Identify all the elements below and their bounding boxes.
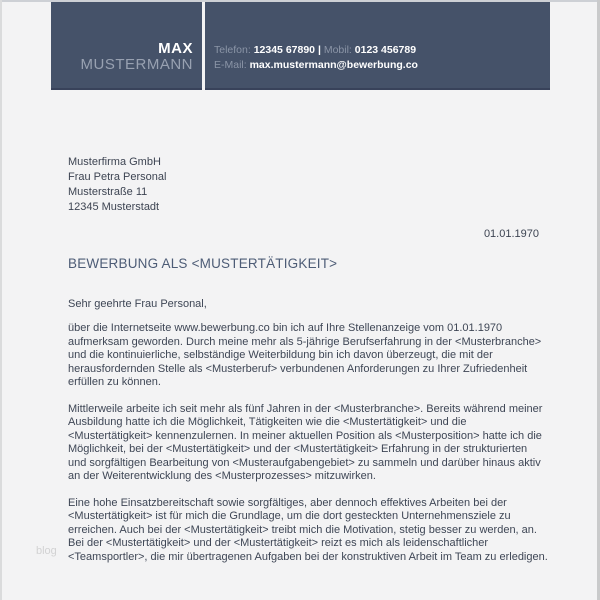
contact-phone-line xyxy=(214,43,550,58)
recipient-city: 12345 Musterstadt xyxy=(68,201,160,213)
email-value: max.mustermann@bewerbung.co xyxy=(249,59,418,71)
recipient-company: Musterfirma GmbH xyxy=(68,156,161,168)
header-contact-block xyxy=(205,2,550,90)
salutation: Sehr geehrte Frau Personal, xyxy=(68,298,207,310)
paragraph-experience: Mittlerweile arbeite ich seit mehr als fünf Jahren in der <Musterbranche>. Bereits während meiner Ausbildung hatte ich die Möglichkeit, Tätigkeiten wie die <Mustertätigkeit> und die <Mustertätigkeit> kennenzulernen. In meiner aktuellen Position als <Musterposition> hatte ich die Möglichkeit, bei der <Mustertätigkeit> und der <Mustertätigkeit> Erfahrung in der strukturierten und sorgfältigen Bearbeitung von <Musteraufgabengebiet> zu sammeln und darüber hinaus aktiv an der Weiterentwicklung des <Musterprozesses> mitzuwirken. xyxy=(68,402,543,482)
recipient-address-block xyxy=(68,155,166,215)
mobile-label: Mobil: xyxy=(323,44,352,56)
contact-separator: | xyxy=(317,44,321,56)
email-label: E-Mail: xyxy=(214,59,247,71)
header-name-block xyxy=(51,2,202,90)
recipient-street: Musterstraße 11 xyxy=(68,186,148,198)
phone-label: Telefon: xyxy=(214,44,251,56)
recipient-contact-person: Frau Petra Personal xyxy=(68,171,167,183)
mobile-value: 0123 456789 xyxy=(354,44,417,56)
letter-body xyxy=(68,322,548,577)
watermark-text: blog xyxy=(36,545,57,557)
page-left-border xyxy=(0,0,2,600)
subject-line: BEWERBUNG ALS <MUSTERTÄTIGKEIT> xyxy=(68,256,338,271)
first-name: MAX xyxy=(158,40,193,57)
paragraph-motivation: Eine hohe Einsatzbereitschaft sowie sorgfältiges, aber dennoch effektives Arbeiten bei der <Mustertätigkeit> ist für mich die Grundlage, um die dort gesteckten Unternehmensziele zu erreichen. Auch bei der <Mustertätigkeit> treibt mich die Motivation, stetig besser zu werden, an. Bei der <Mustertätigkeit> und der <Mustertätigkeit> reizt es mich als leidenschaftlicher <Teamsportler>, die mir übertragenen Aufgaben bei der konstruktiven Arbeit im Team zu erledigen. xyxy=(68,496,548,563)
phone-value: 12345 67890 xyxy=(253,44,316,56)
page-top-border xyxy=(0,0,600,2)
contact-email-line xyxy=(214,58,550,73)
letter-date: 01.01.1970 xyxy=(483,228,539,240)
last-name: MUSTERMANN xyxy=(80,56,193,73)
paragraph-intro: über die Internetseite www.bewerbung.co bin ich auf Ihre Stellenanzeige vom 01.01.1970 aufmerksam geworden. Durch meine mehr als 5-jährige Berufserfahrung in der <Musterbranche> und die kontinuierliche, selbständige Weiterbildung bin ich davon überzeugt, die mit der herausfordernden Stelle als <Musterberuf> verbundenen Anforderungen zu Ihrer Zufriedenheit erfüllen zu können. xyxy=(68,322,542,388)
